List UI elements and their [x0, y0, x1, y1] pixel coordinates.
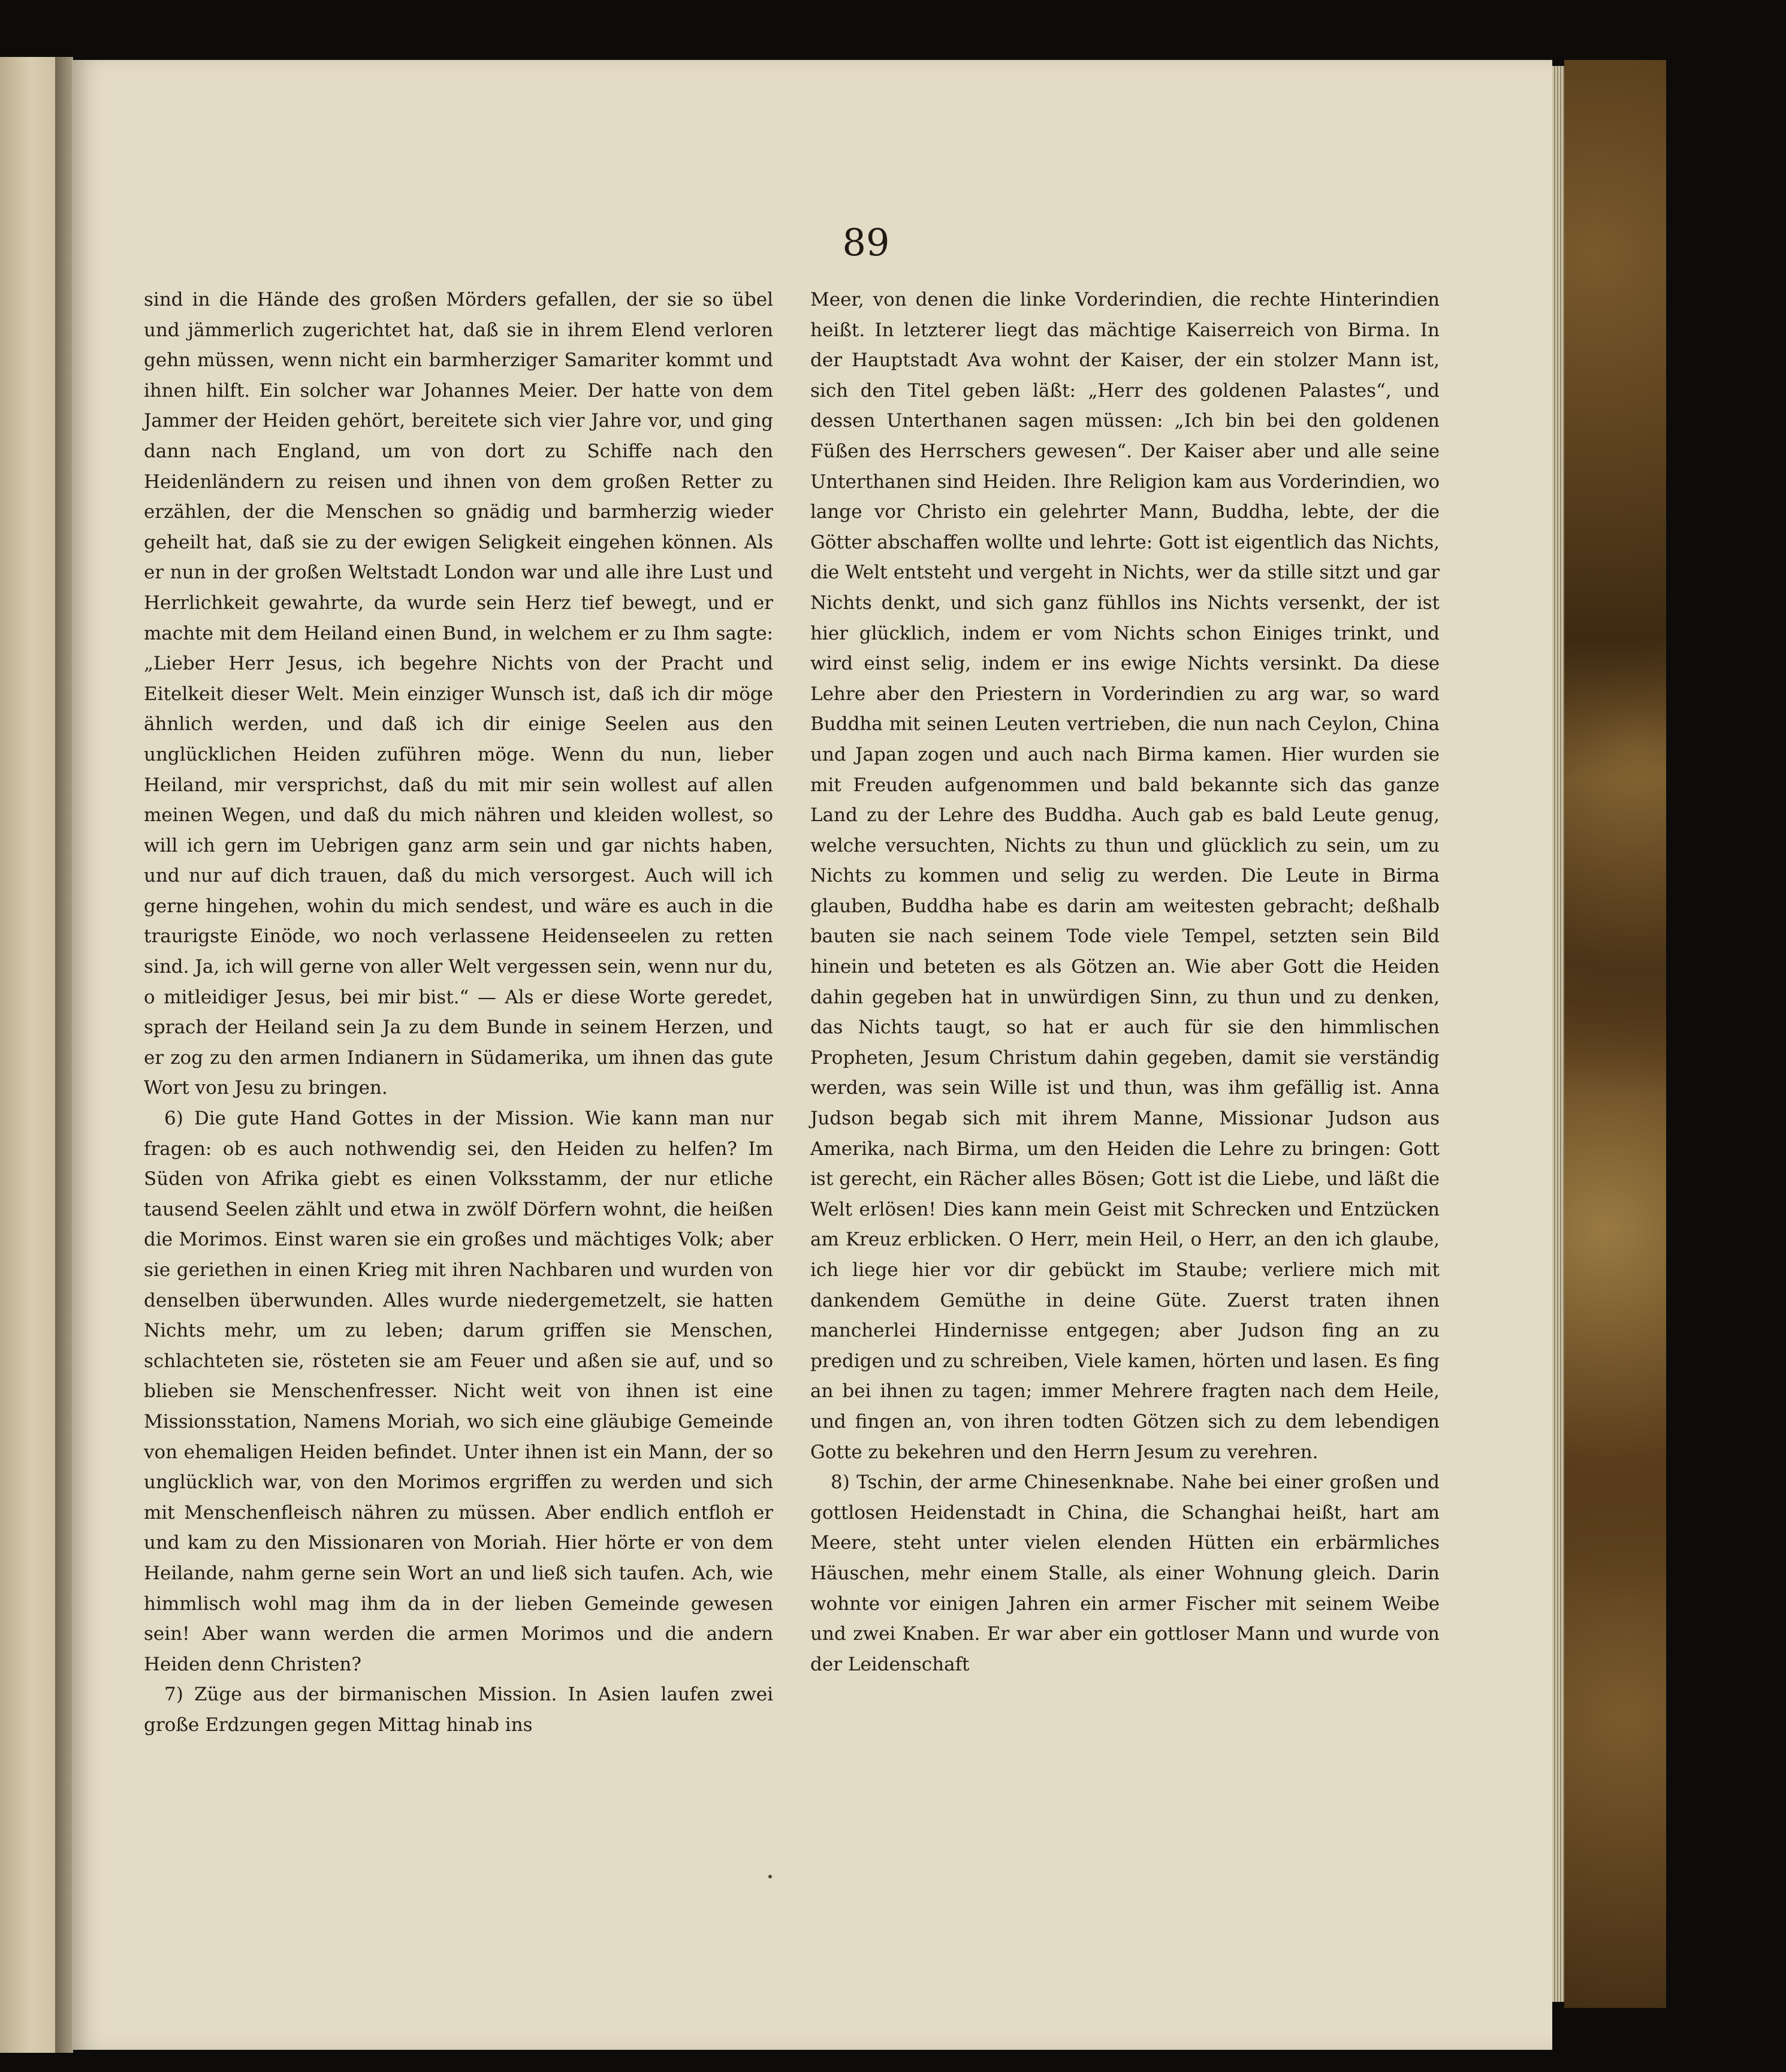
ink-dot	[768, 1875, 772, 1878]
marbled-cover	[1564, 60, 1666, 2008]
text-column-left	[144, 285, 773, 1903]
book-gutter	[55, 57, 73, 2053]
left-page-edge	[0, 57, 55, 2053]
paragraph: 8) Tschin, der arme Chinesenknabe. Nahe bei einer großen und gottlosen Heidenstadt in China, die Schanghai heißt, hart am Meere, steht unter vielen elenden Hütten ein erbärmliches Häuschen, mehr einem Stalle, als einer Wohnung gleich. Darin wohnte vor einigen Jahren ein armer Fischer mit seinem Weibe und zwei Knaben. Er war aber ein gottloser Mann und wurde von der Leidenschaft	[810, 1471, 1440, 1675]
text-column-right	[810, 285, 1440, 1903]
page-number: 89	[842, 221, 890, 264]
paragraph: Meer, von denen die linke Vorderindien, die rechte Hinterindien heißt. In letzterer liegt das mächtige Kaiserreich von Birma. In der Hauptstadt Ava wohnt der Kaiser, der ein stolzer Mann ist, sich den Titel geben läßt: „Herr des goldenen Palastes“, und dessen Unterthanen sagen müssen: „Ich bin bei den goldenen Füßen des Herrschers gewesen“. Der Kaiser aber und alle seine Unterthanen sind Heiden. Ihre Religion kam aus Vorderindien, wo lange vor Christo ein gelehrter Mann, Buddha, lebte, der die Götter abschaffen wollte und lehrte: Gott ist eigentlich das Nichts, die Welt entsteht und vergeht in Nichts, wer da stille sitzt und gar Nichts denkt, und sich ganz fühllos ins Nichts versenkt, der ist hier glücklich, indem er vom Nichts schon Einiges trinkt, und wird einst selig, indem er ins ewige Nichts versinkt. Da diese Lehre aber den Priestern in Vorderindien zu arg war, so ward Buddha mit seinen Leuten vertrieben, die nun nach Ceylon, China und Japan zogen und auch nach Birma kamen. Hier wurden sie mit Freuden aufgenommen und bald bekannte sich das ganze Land zu der Lehre des Buddha. Auch gab es bald Leute genug, welche versuchten, Nichts zu thun und glücklich zu sein, um zu Nichts zu kommen und selig zu werden. Die Leute in Birma glauben, Buddha habe es darin am weitesten gebracht; deßhalb bauten sie nach seinem Tode viele Tempel, setzten sein Bild hinein und beteten es als Götzen an. Wie aber Gott die Heiden dahin gegeben hat in unwürdigen Sinn, zu thun und zu denken, das Nichts taugt, so hat er auch für sie den himmlischen Propheten, Jesum Christum dahin gegeben, damit sie verständig werden, was sein Wille ist und thun, was ihm gefällig ist. Anna Judson begab sich mit ihrem Manne, Missionar Judson aus Amerika, nach Birma, um den Heiden die Lehre zu bringen: Gott ist gerecht, ein Rächer alles Bösen; Gott ist die Liebe, und läßt die Welt erlösen! Dies kann mein Geist mit Schrecken und Entzücken am Kreuz erblicken. O Herr, mein Heil, o Herr, an den ich glaube, ich liege hier vor dir gebückt im Staube; verliere mich mit dankendem Gemüthe in deine Güte. Zuerst traten ihnen mancherlei Hindernisse entgegen; aber Judson fing an zu predigen und zu schreiben, Viele kamen, hörten und lasen. Es fing an bei ihnen zu tagen; immer Mehrere fragten nach dem Heile, und fingen an, von ihren todten Götzen sich zu dem lebendigen Gotte zu bekehren und den Herrn Jesum zu verehren.	[810, 289, 1440, 1463]
paragraph: 7) Züge aus der birmanischen Mission. In Asien laufen zwei große Erdzungen gegen Mittag hinab ins	[144, 1684, 773, 1736]
paragraph: 6) Die gute Hand Gottes in der Mission. Wie kann man nur fragen: ob es auch nothwendig sei, den Heiden zu helfen? Im Süden von Afrika giebt es einen Volksstamm, der nur etliche tausend Seelen zählt und etwa in zwölf Dörfern wohnt, die heißen die Morimos. Einst waren sie ein großes und mächtiges Volk; aber sie geriethen in einen Krieg mit ihren Nachbaren und wurden von denselben überwunden. Alles wurde niedergemetzelt, sie hatten Nichts mehr, um zu leben; darum griffen sie Menschen, schlachteten sie, rösteten sie am Feuer und aßen sie auf, und so blieben sie Menschenfresser. Nicht weit von ihnen ist eine Missionsstation, Namens Moriah, wo sich eine gläubige Gemeinde von ehemaligen Heiden befindet. Unter ihnen ist ein Mann, der so unglücklich war, von den Morimos ergriffen zu werden und sich mit Menschenfleisch nähren zu müssen. Aber endlich entfloh er und kam zu den Missionaren von Moriah. Hier hörte er von dem Heilande, nahm gerne sein Wort an und ließ sich taufen. Ach, wie himmlisch wohl mag ihm da in der lieben Gemeinde gewesen sein! Aber wann werden die armen Morimos und die andern Heiden denn Christen?	[144, 1108, 773, 1675]
paragraph: sind in die Hände des großen Mörders gefallen, der sie so übel und jämmerlich zugerichtet hat, daß sie in ihrem Elend verloren gehn müssen, wenn nicht ein barmherziger Samariter kommt und ihnen hilft. Ein solcher war Johannes Meier. Der hatte von dem Jammer der Heiden gehört, bereitete sich vier Jahre vor, und ging dann nach England, um von dort zu Schiffe nach den Heidenländern zu reisen und ihnen von dem großen Retter zu erzählen, der die Menschen so gnädig und barmherzig wieder geheilt hat, daß sie zu der ewigen Seligkeit eingehen können. Als er nun in der großen Weltstadt London war und alle ihre Lust und Herrlichkeit gewahrte, da wurde sein Herz tief bewegt, und er machte mit dem Heiland einen Bund, in welchem er zu Ihm sagte: „Lieber Herr Jesus, ich begehre Nichts von der Pracht und Eitelkeit dieser Welt. Mein einziger Wunsch ist, daß ich dir möge ähnlich werden, und daß ich dir einige Seelen aus den unglücklichen Heiden zuführen möge. Wenn du nun, lieber Heiland, mir versprichst, daß du mit mir sein wollest auf allen meinen Wegen, und daß du mich nähren und kleiden wollest, so will ich gern im Uebrigen ganz arm sein und gar nichts haben, und nur auf dich trauen, daß du mich versorgest. Auch will ich gerne hingehen, wohin du mich sendest, und wäre es auch in die traurigste Einöde, wo noch verlassene Heidenseelen zu retten sind. Ja, ich will gerne von aller Welt vergessen sein, wenn nur du, o mitleidiger Jesus, bei mir bist.“ — Als er diese Worte geredet, sprach der Heiland sein Ja zu dem Bunde in seinem Herzen, und er zog zu den armen Indianern in Südamerika, um ihnen das gute Wort von Jesu zu bringen.	[144, 289, 773, 1099]
